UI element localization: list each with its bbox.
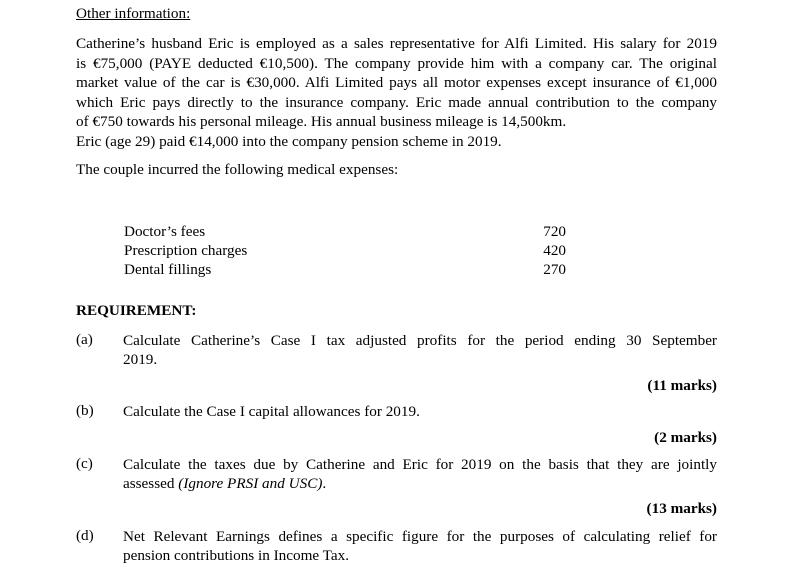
line-suffix: . [322, 475, 327, 492]
requirement-text-b [123, 402, 717, 421]
requirement-line: 2019. [123, 351, 158, 368]
paragraph-line: market value of the car is €30,000. Alfi Limited pays all motor expenses except insurance of €1,000 [76, 74, 717, 92]
paragraph-line: which Eric pays directly to the insurance company. Eric made annual contribution to the company [76, 93, 717, 111]
marks-b: (2 marks) [654, 429, 717, 446]
requirement-line: Net Relevant Earnings defines a specific figure for the purposes of calculating relief for [123, 528, 717, 545]
line-prefix: assessed [123, 475, 179, 492]
marks-a: (11 marks) [647, 377, 717, 394]
requirement-text-a [123, 331, 717, 369]
paragraph-line: of €750 towards his personal mileage. His annual business mileage is 14,500km. [76, 113, 567, 131]
medical-expenses-table [124, 222, 566, 279]
eric-employment-paragraph [76, 34, 717, 132]
requirement-line: Calculate Catherine’s Case I tax adjusted profits for the period ending 30 September [123, 332, 717, 349]
expense-label: Dental fillings [124, 261, 212, 278]
expense-amount: 270 [543, 261, 566, 278]
expense-amount: 420 [543, 242, 566, 259]
expense-label: Doctor’s fees [124, 223, 206, 240]
expense-row [124, 222, 566, 241]
expense-row [124, 241, 566, 260]
paragraph-line: Catherine’s husband Eric is employed as a sales representative for Alfi Limited. His salary for 2019 [76, 35, 717, 52]
paragraph-line: is €75,000 (PAYE deducted €10,500). The company provide him with a company car. The original [76, 54, 717, 72]
requirement-line: Calculate the taxes due by Catherine and Eric for 2019 on the basis that they are jointly [123, 456, 717, 473]
other-information-heading: Other information: [76, 5, 191, 22]
requirement-line [123, 474, 717, 493]
requirement-label-b: (b) [76, 402, 94, 419]
requirement-title: REQUIREMENT: [76, 302, 197, 319]
marks-c: (13 marks) [646, 500, 717, 517]
requirement-line: Calculate the Case I capital allowances for 2019. [123, 403, 420, 420]
expense-amount: 720 [543, 223, 566, 240]
requirement-label-a: (a) [76, 331, 93, 348]
expense-row [124, 260, 566, 279]
requirement-text-d [123, 527, 717, 565]
requirement-label-d: (d) [76, 527, 94, 544]
ignore-prsi-note: (Ignore PRSI and USC) [178, 475, 323, 492]
requirement-line: pension contributions in Income Tax. [123, 547, 350, 564]
pension-paragraph: Eric (age 29) paid €14,000 into the company pension scheme in 2019. [76, 133, 502, 150]
medical-expenses-intro: The couple incurred the following medical expenses: [76, 161, 399, 178]
requirement-label-c: (c) [76, 455, 93, 472]
requirement-text-c [123, 455, 717, 493]
expense-label: Prescription charges [124, 242, 248, 259]
